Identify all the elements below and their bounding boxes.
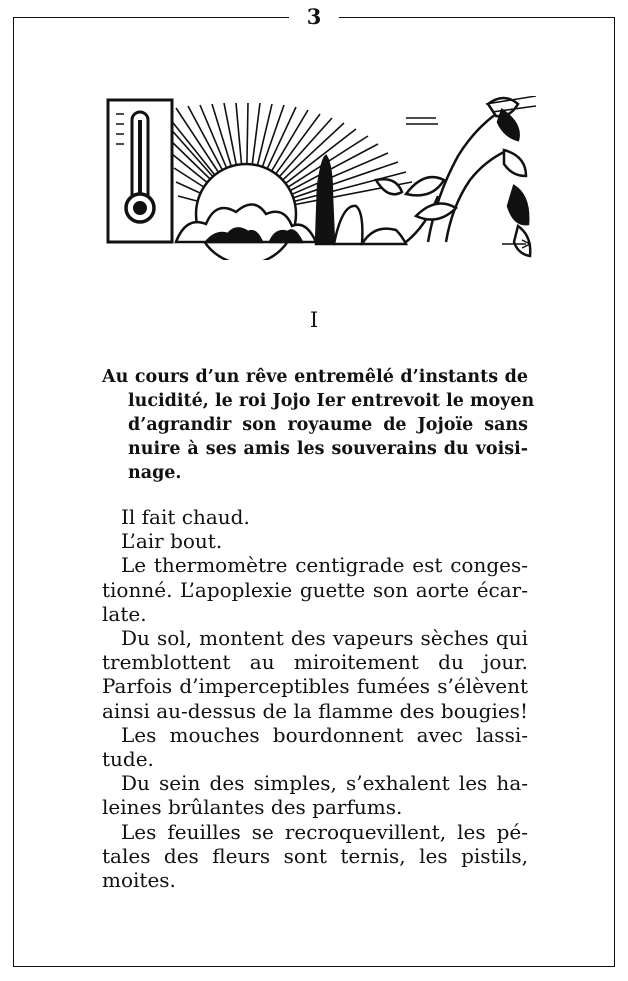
flower-stems <box>406 114 504 242</box>
chapter-numeral: I <box>309 308 319 332</box>
body-line: leines brûlantes des parfums. <box>102 795 403 820</box>
horizon-lines <box>406 96 536 124</box>
body-line: Parfois d’imperceptibles fumées s’élèvent <box>102 674 528 699</box>
body-line: tales des fleurs sont ternis, les pistils, <box>102 843 528 868</box>
summary-line: Au cours d’un rêve entremêlé d’instants de <box>102 367 528 387</box>
body-line: Les feuilles se recroquevillent, les pé- <box>121 819 528 844</box>
body-line: tionné. L’apoplexie guette son aorte écar- <box>102 577 528 602</box>
body-line: Du sol, montent des vapeurs sèches qui <box>121 626 528 651</box>
body-line: moites. <box>102 868 176 893</box>
summary-line: lucidité, le roi Jojo Ier entrevoit le moyen <box>128 391 535 411</box>
body-line: Les mouches bourdonnent avec lassi- <box>121 722 528 747</box>
body-line: Du sein des simples, s’exhalent les ha- <box>121 771 528 796</box>
chapter-summary <box>102 365 535 485</box>
summary-line: d’agrandir son royaume de Jojoïe sans <box>128 415 528 435</box>
summary-line: nuire à ses amis les souverains du voisi- <box>128 439 528 459</box>
body-line: Le thermomètre centigrade est conges- <box>121 553 528 578</box>
page-number-text: 3 <box>289 4 340 29</box>
sunrise-vignette-illustration <box>106 96 536 260</box>
body-line: tude. <box>102 747 154 772</box>
body-line: late. <box>102 601 147 626</box>
body-line: Il fait chaud. <box>121 505 250 529</box>
body-line: tremblottent au miroitement du jour. <box>102 650 528 675</box>
body-line: ainsi au-dessus de la flamme des bougies! <box>102 698 528 723</box>
body-text <box>102 505 528 892</box>
summary-line: nage. <box>128 463 182 483</box>
body-line: L’air bout. <box>121 529 223 554</box>
page-number <box>0 4 628 30</box>
thermometer-icon <box>108 100 172 242</box>
